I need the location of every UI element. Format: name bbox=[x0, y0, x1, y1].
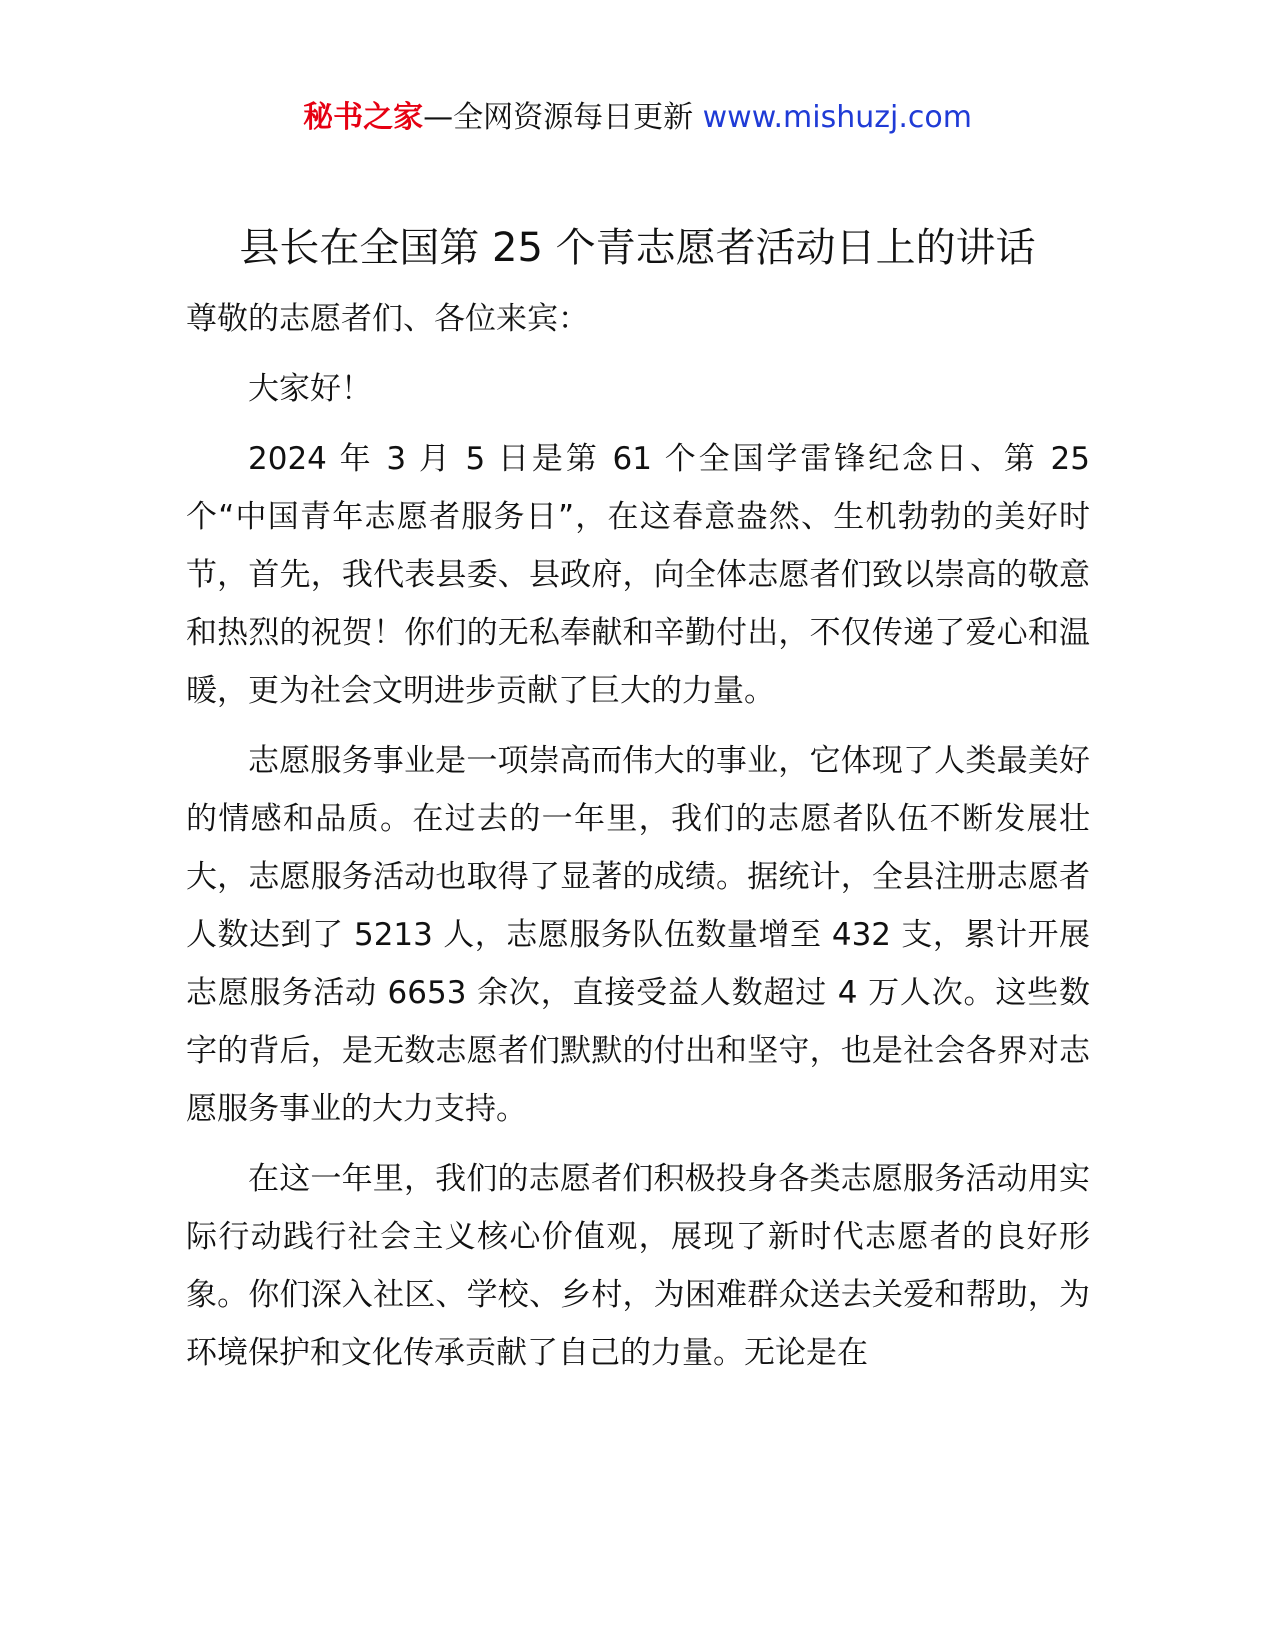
document-title: 县长在全国第 25 个青志愿者活动日上的讲话 bbox=[239, 225, 1036, 271]
paragraph-opening: 2024 年 3 月 5 日是第 61 个全国学雷锋纪念日、第 25 个“中国青年志愿者服务日”，在这春意盎然、生机勃勃的美好时节，首先，我代表县委、县政府，向全体志愿者们致以崇高的敬意和热烈的祝贺！你们的无私奉献和辛勤付出，不仅传递了爱心和温暖，更为社会文明进步贡献了巨大的力量。 bbox=[186, 441, 1090, 709]
salutation: 尊敬的志愿者们、各位来宾： bbox=[186, 301, 589, 337]
paragraph-achievements: 志愿服务事业是一项崇高而伟大的事业，它体现了人类最美好的情感和品质。在过去的一年里，我们的志愿者队伍不断发展壮大，志愿服务活动也取得了显著的成绩。据统计，全县注册志愿者人数达到了 5213 人，志愿服务队伍数量增至 432 支，累计开展志愿服务活动 6653 余次，直接受益人数超过 4 万人次。这些数字的背后，是无数志愿者们默默的付出和坚守，也是社会各界对志愿服务事业的大力支持。 bbox=[186, 743, 1090, 1127]
paragraph-greeting: 大家好！ bbox=[248, 371, 372, 407]
site-url-link[interactable]: www.mishuzj.com bbox=[702, 100, 972, 135]
paragraph-activities: 在这一年里，我们的志愿者们积极投身各类志愿服务活动用实际行动践行社会主义核心价值观，展现了新时代志愿者的良好形象。你们深入社区、学校、乡村，为困难群众送去关爱和帮助，为环境保护和文化传承贡献了自己的力量。无论是在 bbox=[186, 1161, 1090, 1371]
document-body bbox=[186, 290, 1090, 1394]
header-slogan: —全网资源每日更新 bbox=[423, 100, 703, 135]
brand-name: 秘书之家 bbox=[303, 100, 424, 135]
site-header bbox=[0, 96, 1275, 140]
